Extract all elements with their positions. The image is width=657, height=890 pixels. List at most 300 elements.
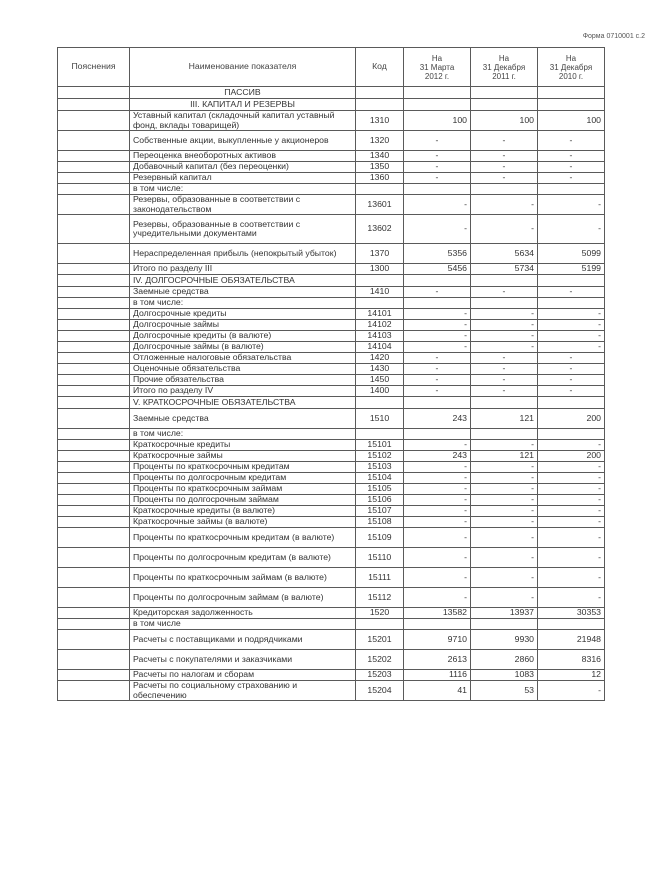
- value-2011-12-31: 5634: [471, 244, 538, 264]
- header-date-3-line-3: 2010 г.: [558, 71, 584, 81]
- table-row: [58, 548, 605, 568]
- value-2011-12-31: -: [471, 364, 538, 375]
- notes-cell: [58, 264, 130, 275]
- table-row: [58, 670, 605, 681]
- indicator-name: Отложенные налоговые обязательства: [130, 353, 356, 364]
- value-2010-12-31: -: [538, 287, 605, 298]
- value-2011-12-31: -: [471, 462, 538, 473]
- value-2011-12-31: 9930: [471, 630, 538, 650]
- value-2010-12-31: -: [538, 473, 605, 484]
- section-row: [58, 397, 605, 409]
- value-2012-03-31: 2613: [404, 650, 471, 670]
- value-2012-03-31: -: [404, 309, 471, 320]
- indicator-name: Резервы, образованные в соответствии с учредительными документами: [130, 215, 356, 244]
- indicator-name: Расчеты по налогам и сборам: [130, 670, 356, 681]
- value-2010-12-31: [538, 298, 605, 309]
- table-row: [58, 440, 605, 451]
- indicator-name: Итого по разделу IV: [130, 386, 356, 397]
- value-2011-12-31: -: [471, 309, 538, 320]
- value-2011-12-31: -: [471, 517, 538, 528]
- table-row: [58, 215, 605, 244]
- table-row: [58, 386, 605, 397]
- notes-cell: [58, 517, 130, 528]
- value-2012-03-31: -: [404, 162, 471, 173]
- value-2011-12-31: 53: [471, 681, 538, 701]
- code-cell: 1450: [356, 375, 404, 386]
- notes-cell: [58, 111, 130, 131]
- code-cell: 15107: [356, 506, 404, 517]
- table-body: [58, 87, 605, 701]
- value-2011-12-31: -: [471, 548, 538, 568]
- notes-cell: [58, 506, 130, 517]
- value-2010-12-31: 21948: [538, 630, 605, 650]
- value-2010-12-31: -: [538, 375, 605, 386]
- code-cell: 1300: [356, 264, 404, 275]
- value-2010-12-31: -: [538, 568, 605, 588]
- indicator-name: Оценочные обязательства: [130, 364, 356, 375]
- value-2012-03-31: [404, 397, 471, 409]
- code-cell: 15204: [356, 681, 404, 701]
- value-2010-12-31: [538, 99, 605, 111]
- value-2011-12-31: -: [471, 375, 538, 386]
- code-cell: [356, 397, 404, 409]
- value-2011-12-31: [471, 87, 538, 99]
- table-row: [58, 264, 605, 275]
- code-cell: [356, 275, 404, 287]
- value-2011-12-31: -: [471, 151, 538, 162]
- notes-cell: [58, 215, 130, 244]
- notes-cell: [58, 87, 130, 99]
- notes-cell: [58, 397, 130, 409]
- table-row: [58, 173, 605, 184]
- indicator-name: Проценты по краткосрочным кредитам (в валюте): [130, 528, 356, 548]
- code-cell: 14104: [356, 342, 404, 353]
- value-2012-03-31: 9710: [404, 630, 471, 650]
- notes-cell: [58, 568, 130, 588]
- value-2012-03-31: -: [404, 495, 471, 506]
- section-title: ПАССИВ: [130, 87, 356, 99]
- value-2012-03-31: 243: [404, 451, 471, 462]
- value-2011-12-31: 100: [471, 111, 538, 131]
- indicator-name: Проценты по краткосрочным займам: [130, 484, 356, 495]
- code-cell: [356, 184, 404, 195]
- code-cell: 15106: [356, 495, 404, 506]
- value-2012-03-31: 41: [404, 681, 471, 701]
- value-2012-03-31: 100: [404, 111, 471, 131]
- value-2011-12-31: -: [471, 495, 538, 506]
- header-date-2-line-3: 2011 г.: [492, 71, 516, 81]
- code-cell: 1430: [356, 364, 404, 375]
- indicator-name: Проценты по долгосрочным займам: [130, 495, 356, 506]
- indicator-name: Кредиторская задолженность: [130, 608, 356, 619]
- value-2012-03-31: 1116: [404, 670, 471, 681]
- table-row: [58, 568, 605, 588]
- code-cell: 1310: [356, 111, 404, 131]
- header-date-2-line-2: 31 Декабря: [482, 62, 526, 72]
- value-2010-12-31: -: [538, 588, 605, 608]
- code-cell: 1410: [356, 287, 404, 298]
- table-row: [58, 195, 605, 215]
- table-row: [58, 506, 605, 517]
- table-row: [58, 619, 605, 630]
- value-2012-03-31: -: [404, 342, 471, 353]
- table-row: [58, 309, 605, 320]
- section-row: [58, 275, 605, 287]
- value-2011-12-31: -: [471, 386, 538, 397]
- indicator-name: Итого по разделу III: [130, 264, 356, 275]
- table-row: [58, 588, 605, 608]
- value-2011-12-31: -: [471, 484, 538, 495]
- indicator-name: Проценты по долгосрочным кредитам: [130, 473, 356, 484]
- value-2010-12-31: -: [538, 440, 605, 451]
- value-2012-03-31: -: [404, 484, 471, 495]
- value-2010-12-31: -: [538, 484, 605, 495]
- value-2010-12-31: -: [538, 353, 605, 364]
- value-2010-12-31: -: [538, 495, 605, 506]
- value-2010-12-31: [538, 619, 605, 630]
- table-row: [58, 111, 605, 131]
- indicator-name: Долгосрочные кредиты: [130, 309, 356, 320]
- indicator-name: Резервы, образованные в соответствии с законодательством: [130, 195, 356, 215]
- table-row: [58, 298, 605, 309]
- code-cell: 1510: [356, 409, 404, 429]
- code-cell: 13601: [356, 195, 404, 215]
- code-cell: 1370: [356, 244, 404, 264]
- value-2011-12-31: -: [471, 215, 538, 244]
- table-row: [58, 244, 605, 264]
- value-2010-12-31: 200: [538, 409, 605, 429]
- indicator-name: Проценты по краткосрочным кредитам: [130, 462, 356, 473]
- indicator-name: Краткосрочные займы: [130, 451, 356, 462]
- value-2010-12-31: -: [538, 681, 605, 701]
- notes-cell: [58, 409, 130, 429]
- notes-cell: [58, 173, 130, 184]
- code-cell: 14101: [356, 309, 404, 320]
- value-2010-12-31: -: [538, 517, 605, 528]
- code-cell: 15102: [356, 451, 404, 462]
- notes-cell: [58, 588, 130, 608]
- value-2011-12-31: -: [471, 331, 538, 342]
- table-row: [58, 473, 605, 484]
- notes-cell: [58, 473, 130, 484]
- table-row: [58, 608, 605, 619]
- value-2011-12-31: -: [471, 195, 538, 215]
- table-row: [58, 429, 605, 440]
- value-2012-03-31: -: [404, 353, 471, 364]
- value-2010-12-31: -: [538, 320, 605, 331]
- form-code: Форма 0710001 с.2: [582, 33, 645, 40]
- value-2010-12-31: 5099: [538, 244, 605, 264]
- notes-cell: [58, 99, 130, 111]
- notes-cell: [58, 131, 130, 151]
- code-cell: [356, 99, 404, 111]
- notes-cell: [58, 429, 130, 440]
- indicator-name: Долгосрочные займы (в валюте): [130, 342, 356, 353]
- value-2010-12-31: 30353: [538, 608, 605, 619]
- value-2010-12-31: -: [538, 162, 605, 173]
- indicator-name: Резервный капитал: [130, 173, 356, 184]
- value-2010-12-31: 200: [538, 451, 605, 462]
- value-2010-12-31: -: [538, 548, 605, 568]
- header-indicator: Наименование показателя: [130, 48, 356, 87]
- value-2012-03-31: [404, 99, 471, 111]
- value-2011-12-31: -: [471, 588, 538, 608]
- value-2011-12-31: [471, 275, 538, 287]
- value-2012-03-31: -: [404, 173, 471, 184]
- value-2012-03-31: -: [404, 528, 471, 548]
- code-cell: [356, 298, 404, 309]
- notes-cell: [58, 630, 130, 650]
- indicator-name: Добавочный капитал (без переоценки): [130, 162, 356, 173]
- table-row: [58, 151, 605, 162]
- value-2012-03-31: -: [404, 473, 471, 484]
- section-row: [58, 99, 605, 111]
- value-2012-03-31: [404, 298, 471, 309]
- header-notes: Пояснения: [58, 48, 130, 87]
- code-cell: 15111: [356, 568, 404, 588]
- indicator-name: Уставный капитал (складочный капитал уставный фонд, вклады товарищей): [130, 111, 356, 131]
- notes-cell: [58, 484, 130, 495]
- table-row: [58, 331, 605, 342]
- table-row: [58, 131, 605, 151]
- indicator-name: в том числе:: [130, 429, 356, 440]
- code-cell: [356, 429, 404, 440]
- table-row: [58, 342, 605, 353]
- value-2012-03-31: [404, 619, 471, 630]
- value-2010-12-31: -: [538, 506, 605, 517]
- table-row: [58, 484, 605, 495]
- indicator-name: в том числе:: [130, 298, 356, 309]
- value-2011-12-31: [471, 99, 538, 111]
- value-2012-03-31: -: [404, 517, 471, 528]
- indicator-name: Расчеты по социальному страхованию и обеспечению: [130, 681, 356, 701]
- header-date-3-line-1: На: [565, 53, 577, 63]
- code-cell: 13602: [356, 215, 404, 244]
- code-cell: 15108: [356, 517, 404, 528]
- code-cell: 14103: [356, 331, 404, 342]
- indicator-name: Нераспределенная прибыль (непокрытый убыток): [130, 244, 356, 264]
- value-2011-12-31: -: [471, 162, 538, 173]
- value-2012-03-31: -: [404, 375, 471, 386]
- value-2011-12-31: -: [471, 473, 538, 484]
- value-2011-12-31: 5734: [471, 264, 538, 275]
- value-2010-12-31: [538, 184, 605, 195]
- indicator-name: Расчеты с поставщиками и подрядчиками: [130, 630, 356, 650]
- value-2010-12-31: [538, 275, 605, 287]
- code-cell: 15203: [356, 670, 404, 681]
- value-2011-12-31: 121: [471, 409, 538, 429]
- value-2010-12-31: -: [538, 151, 605, 162]
- value-2012-03-31: [404, 184, 471, 195]
- notes-cell: [58, 320, 130, 331]
- value-2011-12-31: -: [471, 528, 538, 548]
- value-2011-12-31: -: [471, 131, 538, 151]
- notes-cell: [58, 364, 130, 375]
- table-row: [58, 462, 605, 473]
- indicator-name: в том числе: [130, 619, 356, 630]
- value-2011-12-31: -: [471, 353, 538, 364]
- notes-cell: [58, 298, 130, 309]
- value-2011-12-31: 1083: [471, 670, 538, 681]
- header-date-2-line-1: На: [498, 53, 510, 63]
- notes-cell: [58, 619, 130, 630]
- value-2010-12-31: [538, 429, 605, 440]
- section-title: III. КАПИТАЛ И РЕЗЕРВЫ: [130, 99, 356, 111]
- code-cell: 1520: [356, 608, 404, 619]
- code-cell: 1340: [356, 151, 404, 162]
- value-2010-12-31: -: [538, 386, 605, 397]
- notes-cell: [58, 353, 130, 364]
- indicator-name: Заемные средства: [130, 409, 356, 429]
- balance-table: [57, 47, 605, 701]
- notes-cell: [58, 375, 130, 386]
- indicator-name: Долгосрочные кредиты (в валюте): [130, 331, 356, 342]
- value-2012-03-31: -: [404, 386, 471, 397]
- value-2012-03-31: -: [404, 548, 471, 568]
- value-2012-03-31: -: [404, 195, 471, 215]
- value-2011-12-31: 121: [471, 451, 538, 462]
- indicator-name: Переоценка внеоборотных активов: [130, 151, 356, 162]
- code-cell: [356, 619, 404, 630]
- value-2012-03-31: -: [404, 131, 471, 151]
- code-cell: 1350: [356, 162, 404, 173]
- value-2010-12-31: [538, 397, 605, 409]
- indicator-name: Краткосрочные займы (в валюте): [130, 517, 356, 528]
- notes-cell: [58, 309, 130, 320]
- notes-cell: [58, 681, 130, 701]
- header-date-3: [538, 48, 605, 87]
- value-2011-12-31: 13937: [471, 608, 538, 619]
- value-2012-03-31: -: [404, 588, 471, 608]
- value-2012-03-31: [404, 429, 471, 440]
- value-2011-12-31: [471, 184, 538, 195]
- notes-cell: [58, 451, 130, 462]
- value-2012-03-31: -: [404, 440, 471, 451]
- indicator-name: Собственные акции, выкупленные у акционеров: [130, 131, 356, 151]
- table-row: [58, 650, 605, 670]
- section-title: IV. ДОЛГОСРОЧНЫЕ ОБЯЗАТЕЛЬСТВА: [130, 275, 356, 287]
- value-2011-12-31: -: [471, 506, 538, 517]
- code-cell: 1360: [356, 173, 404, 184]
- section-row: [58, 87, 605, 99]
- indicator-name: Краткосрочные кредиты (в валюте): [130, 506, 356, 517]
- indicator-name: Краткосрочные кредиты: [130, 440, 356, 451]
- value-2011-12-31: [471, 397, 538, 409]
- table-row: [58, 375, 605, 386]
- table-row: [58, 495, 605, 506]
- notes-cell: [58, 151, 130, 162]
- value-2010-12-31: -: [538, 331, 605, 342]
- value-2010-12-31: -: [538, 131, 605, 151]
- notes-cell: [58, 342, 130, 353]
- table-row: [58, 517, 605, 528]
- table-row: [58, 353, 605, 364]
- notes-cell: [58, 462, 130, 473]
- value-2011-12-31: [471, 298, 538, 309]
- value-2011-12-31: -: [471, 342, 538, 353]
- table-row: [58, 630, 605, 650]
- code-cell: 14102: [356, 320, 404, 331]
- value-2010-12-31: -: [538, 173, 605, 184]
- value-2011-12-31: 2860: [471, 650, 538, 670]
- value-2010-12-31: -: [538, 528, 605, 548]
- value-2012-03-31: -: [404, 462, 471, 473]
- value-2012-03-31: -: [404, 151, 471, 162]
- value-2012-03-31: [404, 275, 471, 287]
- notes-cell: [58, 528, 130, 548]
- table-row: [58, 451, 605, 462]
- indicator-name: Долгосрочные займы: [130, 320, 356, 331]
- notes-cell: [58, 184, 130, 195]
- table-row: [58, 528, 605, 548]
- value-2012-03-31: -: [404, 287, 471, 298]
- indicator-name: Заемные средства: [130, 287, 356, 298]
- notes-cell: [58, 495, 130, 506]
- indicator-name: в том числе:: [130, 184, 356, 195]
- value-2012-03-31: 5456: [404, 264, 471, 275]
- notes-cell: [58, 331, 130, 342]
- value-2011-12-31: -: [471, 320, 538, 331]
- table-row: [58, 681, 605, 701]
- code-cell: 15101: [356, 440, 404, 451]
- table-row: [58, 162, 605, 173]
- notes-cell: [58, 608, 130, 619]
- code-cell: 15104: [356, 473, 404, 484]
- table-row: [58, 364, 605, 375]
- code-cell: 1400: [356, 386, 404, 397]
- notes-cell: [58, 440, 130, 451]
- value-2012-03-31: -: [404, 364, 471, 375]
- value-2012-03-31: -: [404, 320, 471, 331]
- value-2011-12-31: -: [471, 440, 538, 451]
- code-cell: 15202: [356, 650, 404, 670]
- code-cell: 15110: [356, 548, 404, 568]
- notes-cell: [58, 386, 130, 397]
- value-2012-03-31: [404, 87, 471, 99]
- value-2010-12-31: 100: [538, 111, 605, 131]
- notes-cell: [58, 287, 130, 298]
- notes-cell: [58, 548, 130, 568]
- value-2010-12-31: 12: [538, 670, 605, 681]
- value-2010-12-31: -: [538, 309, 605, 320]
- value-2011-12-31: -: [471, 287, 538, 298]
- section-title: V. КРАТКОСРОЧНЫЕ ОБЯЗАТЕЛЬСТВА: [130, 397, 356, 409]
- indicator-name: Проценты по долгосрочным займам (в валюте): [130, 588, 356, 608]
- notes-cell: [58, 670, 130, 681]
- value-2011-12-31: [471, 619, 538, 630]
- indicator-name: Прочие обязательства: [130, 375, 356, 386]
- header-date-3-line-2: 31 Декабря: [549, 62, 593, 72]
- value-2010-12-31: -: [538, 462, 605, 473]
- code-cell: 15112: [356, 588, 404, 608]
- header-date-1: [404, 48, 471, 87]
- value-2010-12-31: 5199: [538, 264, 605, 275]
- notes-cell: [58, 195, 130, 215]
- indicator-name: Проценты по краткосрочным займам (в валюте): [130, 568, 356, 588]
- value-2010-12-31: 8316: [538, 650, 605, 670]
- code-cell: [356, 87, 404, 99]
- table-header-row: [58, 48, 605, 87]
- code-cell: 15103: [356, 462, 404, 473]
- notes-cell: [58, 162, 130, 173]
- value-2012-03-31: 13582: [404, 608, 471, 619]
- value-2011-12-31: -: [471, 568, 538, 588]
- table-row: [58, 409, 605, 429]
- notes-cell: [58, 244, 130, 264]
- value-2012-03-31: 5356: [404, 244, 471, 264]
- header-date-1-line-1: На: [431, 53, 443, 63]
- value-2010-12-31: -: [538, 215, 605, 244]
